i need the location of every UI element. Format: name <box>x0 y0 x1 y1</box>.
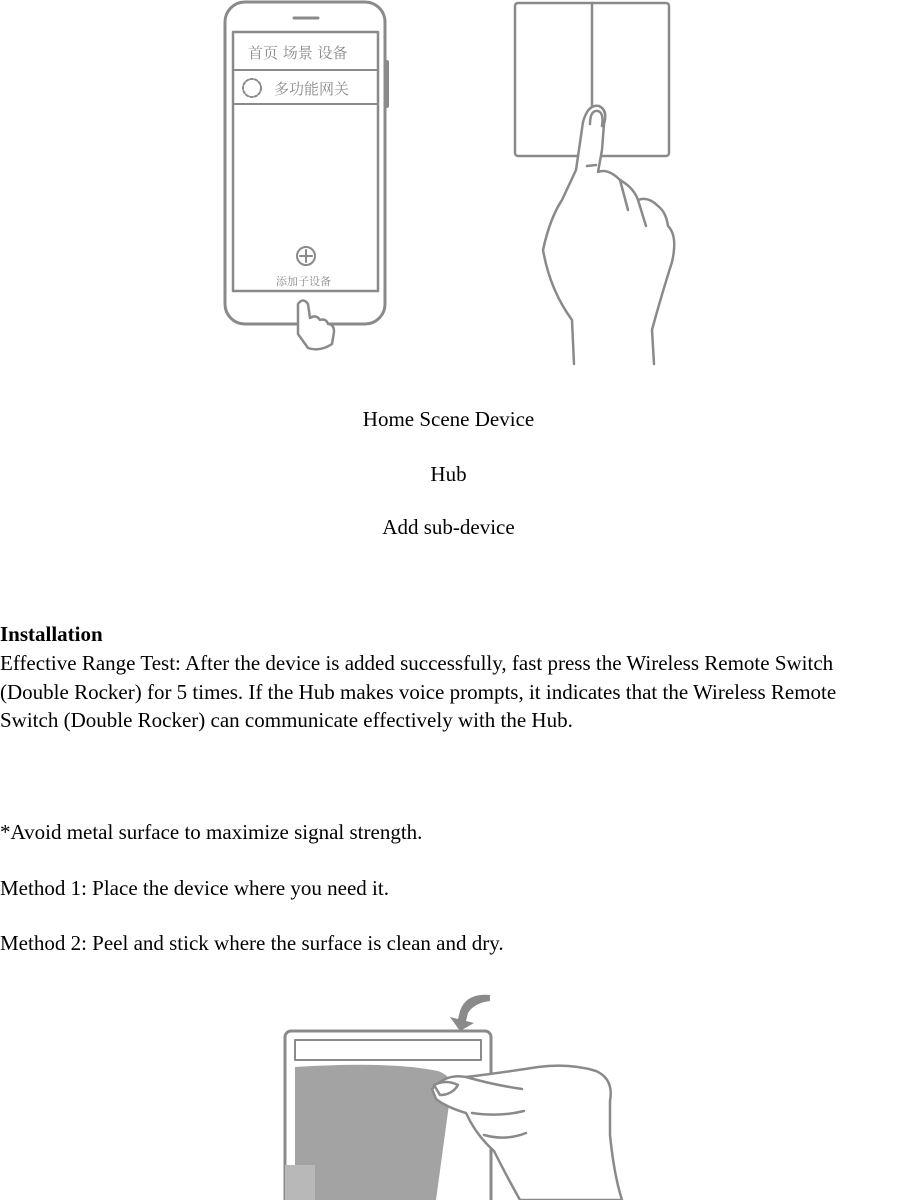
method-1-text: Method 1: Place the device where you need it. <box>0 876 389 900</box>
caption-add-sub-device: Add sub-device <box>382 515 515 539</box>
setup-illustration <box>210 0 690 372</box>
peel-arrow-icon <box>450 995 490 1031</box>
peel-stick-illustration <box>270 985 650 1200</box>
peeling-hand-icon <box>432 1066 622 1200</box>
finger-icon <box>298 301 334 350</box>
switch-press-illustration <box>515 3 674 364</box>
caption-home-scene-device: Home Scene Device <box>362 407 535 431</box>
hand-icon <box>543 106 674 364</box>
phone-hub-item-label: 多功能网关 <box>274 80 350 98</box>
method-2-text: Method 2: Peel and stick where the surface is clean and dry. <box>0 931 504 955</box>
hub-icon <box>243 79 261 97</box>
adhesive-backing <box>295 1065 452 1200</box>
metal-surface-note: *Avoid metal surface to maximize signal strength. <box>0 820 423 844</box>
range-test-paragraph: Effective Range Test: After the device is added successfully, fast press the Wireless Remote Switch (Double Rocker) for 5 times. If the Hub makes voice prompts, it indicates that the Wireless Remote Switch (Double Rocker) can communicate effectively with the Hub. <box>0 651 837 733</box>
phone-add-subdevice-label: 添加子设备 <box>276 275 331 288</box>
caption-hub: Hub <box>430 462 467 486</box>
phone-tabs-label: 首页 场景 设备 <box>248 44 348 62</box>
installation-heading: Installation <box>0 622 103 646</box>
